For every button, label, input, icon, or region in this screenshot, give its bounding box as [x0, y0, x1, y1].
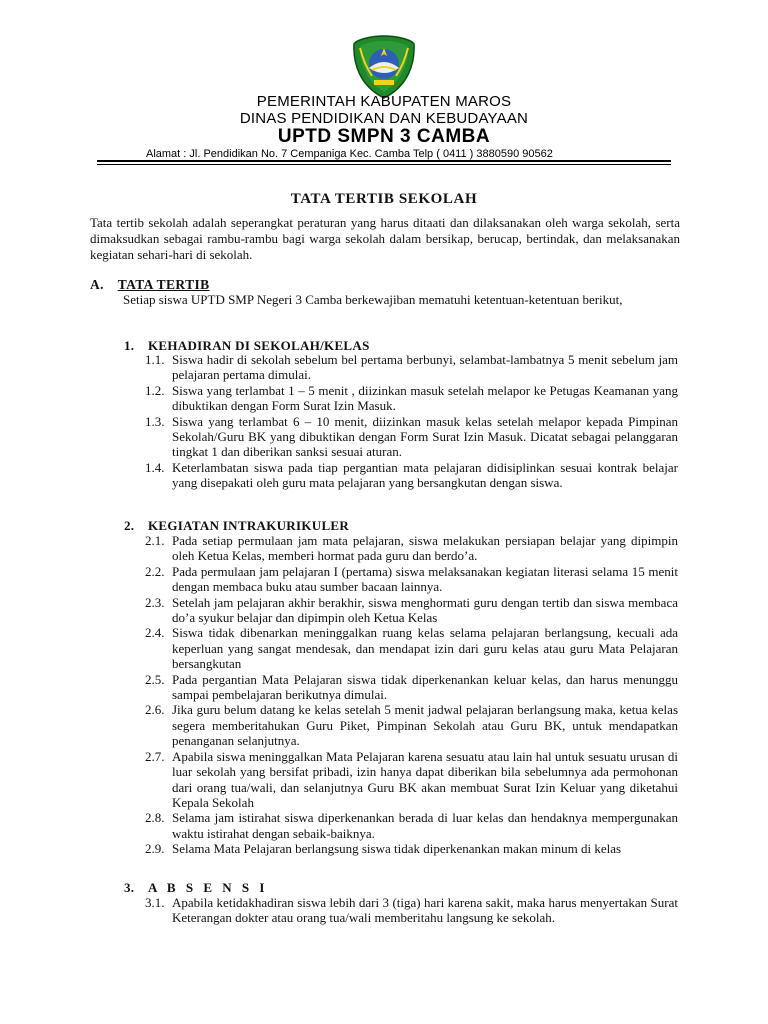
item-number: 1.2.	[145, 382, 165, 398]
document-title: TATA TERTIB SEKOLAH	[290, 191, 478, 207]
item-number: 2.9.	[145, 841, 165, 857]
item-text: Apabila ketidakhadiran siswa lebih dari 3 (tiga) hari karena sakit, maka harus menyertakan Surat Keterangan dokter atau orang tua/wali memberitahu langsung ke sekolah.	[172, 895, 678, 926]
section-a-letter: A.	[90, 277, 104, 292]
item-number: 2.2.	[145, 563, 165, 579]
item-number: 2.6.	[145, 702, 165, 718]
list-item	[145, 383, 678, 414]
kop-line-school: UPTD SMPN 3 CAMBA	[277, 126, 491, 147]
list-item	[145, 625, 678, 671]
list-item	[145, 810, 678, 841]
item-text: Keterlambatan siswa pada tiap pergantian mata pelajaran didisiplinkan sesuai kontrak belajar yang disepakati oleh guru mata pelajaran yang bersangkutan dengan siswa.	[172, 459, 678, 491]
item-number: 2.7.	[145, 748, 165, 764]
item-text: Siswa tidak dibenarkan meninggalkan ruang kelas selama pelajaran berlangsung, kecuali ada keperluan yang sangat mendesak, dan mendapat izin dari guru kelas atau guru Mata Pelajaran bersangkutan	[172, 625, 678, 672]
kop-line-agency: DINAS PENDIDIKAN DAN KEBUDAYAAN	[239, 110, 529, 127]
item-text: Jika guru belum datang ke kelas setelah 5 menit jadwal pelajaran berlangsung maka, ketua kelas segera memberitahukan Guru Piket, Pimpinan Sekolah atau Guru BK, untuk mendapatkan penanganan selanjutnya.	[172, 702, 678, 749]
subsection-1-title: KEHADIRAN DI SEKOLAH/KELAS	[148, 338, 370, 353]
item-text: Pada pergantian Mata Pelajaran siswa tidak diperkenankan keluar kelas, dan harus menunggu sampai pembelajaran berikutnya dimulai.	[172, 671, 678, 703]
list-item	[145, 414, 678, 460]
item-text: Siswa yang terlambat 1 – 5 menit , diizinkan masuk setelah melapor ke Petugas Keamanan yang dibuktikan dengan Form Surat Izin Masuk.	[172, 382, 678, 414]
subsection-2-title: KEGIATAN INTRAKURIKULER	[148, 518, 350, 533]
item-number: 2.5.	[145, 671, 165, 687]
item-number: 2.3.	[145, 594, 165, 610]
item-text: Apabila siswa meninggalkan Mata Pelajaran karena sesuatu atau lain hal untuk sesuatu urusan di luar sekolah yang bersifat pribadi, izin hanya dapat diberikan bila sebelumnya ada permohonan dari orang tua/wali, dan selanjutnya Guru BK akan membuat Surat Izin Keluar yang diketahui Kepala Sekolah	[172, 748, 678, 810]
item-text: Pada setiap permulaan jam mata pelajaran, siswa melakukan persiapan belajar yang dipimpin oleh Ketua Kelas, memberi hormat pada guru dan berdo’a.	[172, 533, 678, 564]
subsection-1-list	[145, 352, 678, 491]
item-number: 1.3.	[145, 413, 165, 429]
kop-divider-thin	[97, 164, 671, 165]
list-item	[145, 895, 678, 926]
item-number: 2.8.	[145, 810, 165, 826]
item-number: 2.4.	[145, 625, 165, 641]
item-text: Pada permulaan jam pelajaran I (pertama) siswa melaksanakan kegiatan literasi selama 15 menit dengan membaca buku atau sumber bacaan lainnya.	[172, 563, 678, 595]
subsection-3-list	[145, 895, 678, 926]
item-number: 1.4.	[145, 459, 165, 475]
item-text: Siswa yang terlambat 6 – 10 menit, diizinkan masuk kelas setelah melapor kepada Pimpinan Sekolah/Guru BK yang dibuktikan dengan Form Surat Izin Masuk. Dicatat sebagai pelanggaran tingkat 1 dan diberikan sanksi sesuai aturan.	[172, 413, 678, 460]
list-item	[145, 702, 678, 748]
list-item	[145, 352, 678, 383]
section-a-heading	[90, 277, 210, 293]
item-text: Selama jam istirahat siswa diperkenankan berada di luar kelas dan hendaknya mempergunakan waktu istirahat dengan sebaik-baiknya.	[172, 810, 678, 841]
item-number: 3.1.	[145, 895, 165, 910]
subsection-2-list	[145, 533, 678, 857]
item-text: Selama Mata Pelajaran berlangsung siswa tidak diperkenankan makan minum di kelas	[172, 841, 622, 857]
list-item	[145, 841, 678, 856]
subsection-3-number: 3.	[124, 880, 135, 895]
kop-divider-thick	[97, 160, 671, 162]
item-text: Setelah jam pelajaran akhir berakhir, siswa menghormati guru dengan tertib dan siswa membaca do’a syukur belajar dan dipimpin oleh Ketua Kelas	[172, 594, 678, 626]
subsection-2-number: 2.	[124, 518, 135, 533]
item-number: 1.1.	[145, 352, 165, 367]
list-item	[145, 595, 678, 626]
subsection-3-heading	[124, 880, 268, 896]
list-item	[145, 672, 678, 703]
list-item	[145, 564, 678, 595]
regency-crest-emblem-icon	[350, 34, 418, 100]
subsection-2-heading	[124, 518, 349, 534]
kop-address: Alamat : Jl. Pendidikan No. 7 Cempaniga Kec. Camba Telp ( 0411 ) 3880590 90562	[146, 148, 553, 160]
subsection-3-title: A B S E N S I	[148, 880, 268, 895]
subsection-1-number: 1.	[124, 338, 135, 353]
section-a-text: Setiap siswa UPTD SMP Negeri 3 Camba berkewajiban mematuhi ketentuan-ketentuan berikut,	[123, 292, 623, 307]
item-number: 2.1.	[145, 533, 165, 548]
list-item	[145, 460, 678, 491]
list-item	[145, 749, 678, 811]
kop-line-government: PEMERINTAH KABUPATEN MAROS	[256, 93, 512, 110]
intro-paragraph: Tata tertib sekolah adalah seperangkat peraturan yang harus ditaati dan dilaksanakan oleh warga sekolah, serta dimaksudkan sebagai rambu-rambu bagi warga sekolah dalam bersikap, berucap, bertindak, dan melaksanakan kegiatan sehari-hari di sekolah.	[90, 215, 680, 262]
section-a-title: TATA TERTIB	[117, 277, 210, 292]
item-text: Siswa hadir di sekolah sebelum bel pertama berbunyi, selambat-lambatnya 5 menit sebelum jam pelajaran pertama dimulai.	[172, 352, 678, 383]
list-item	[145, 533, 678, 564]
